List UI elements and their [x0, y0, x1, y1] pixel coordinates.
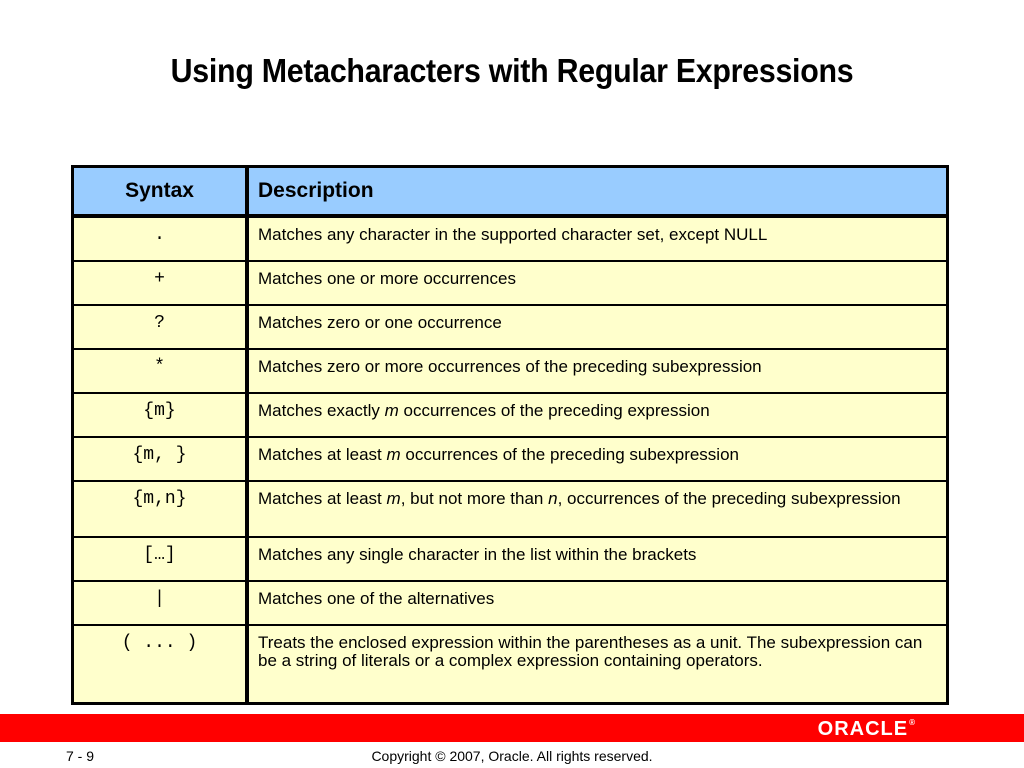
- description-text: Matches zero or one occurrence: [258, 313, 502, 332]
- table-row: [74, 218, 946, 262]
- description-column-header: Description: [249, 168, 946, 218]
- description-text: Matches at least: [258, 489, 387, 508]
- description-cell: [249, 218, 946, 262]
- table-row: [74, 306, 946, 350]
- description-text: , but not more than: [400, 489, 549, 508]
- table-row: [74, 350, 946, 394]
- syntax-column-header: Syntax: [74, 168, 249, 218]
- table-row: [74, 582, 946, 626]
- oracle-logo: ORACLE®: [817, 718, 916, 740]
- syntax-cell: ( ... ): [74, 626, 249, 702]
- description-cell: [249, 482, 946, 538]
- description-variable: n: [548, 489, 558, 508]
- description-text: occurrences of the preceding subexpression: [400, 445, 739, 464]
- syntax-cell: +: [74, 262, 249, 306]
- description-cell: [249, 394, 946, 438]
- metacharacter-table: [71, 165, 949, 705]
- table-row: [74, 626, 946, 702]
- description-text: Matches any single character in the list within the brackets: [258, 545, 697, 564]
- syntax-cell: […]: [74, 538, 249, 582]
- description-variable: m: [386, 445, 401, 464]
- description-text: Matches zero or more occurrences of the preceding subexpression: [258, 357, 762, 376]
- description-text: Treats the enclosed expression within the parentheses as a unit. The subexpression can be a string of literals or a complex expression containing operators.: [258, 633, 923, 670]
- description-text: Matches exactly: [258, 401, 385, 420]
- syntax-cell: ?: [74, 306, 249, 350]
- description-text: , occurrences of the preceding subexpression: [557, 489, 901, 508]
- table-row: [74, 438, 946, 482]
- description-text: occurrences of the preceding expression: [398, 401, 710, 420]
- description-cell: [249, 306, 946, 350]
- description-text: Matches any character in the supported character set, except NULL: [258, 225, 768, 244]
- syntax-cell: .: [74, 218, 249, 262]
- description-cell: [249, 626, 946, 702]
- description-cell: [249, 538, 946, 582]
- description-cell: [249, 582, 946, 626]
- description-cell: [249, 262, 946, 306]
- syntax-cell: {m, }: [74, 438, 249, 482]
- slide-title: Using Metacharacters with Regular Expressions: [170, 52, 854, 89]
- syntax-cell: *: [74, 350, 249, 394]
- description-text: Matches one or more occurrences: [258, 269, 516, 288]
- syntax-cell: {m}: [74, 394, 249, 438]
- description-variable: m: [386, 489, 401, 508]
- description-text: Matches one of the alternatives: [258, 589, 495, 608]
- table-row: [74, 538, 946, 582]
- table-row: [74, 394, 946, 438]
- table-row: [74, 262, 946, 306]
- syntax-cell: {m,n}: [74, 482, 249, 538]
- description-text: Matches at least: [258, 445, 387, 464]
- syntax-cell: |: [74, 582, 249, 626]
- table-row: [74, 482, 946, 538]
- description-cell: [249, 350, 946, 394]
- description-cell: [249, 438, 946, 482]
- description-variable: m: [384, 401, 399, 420]
- table-header-row: [74, 168, 946, 218]
- copyright-notice: Copyright © 2007, Oracle. All rights reserved.: [371, 748, 653, 764]
- page-number: 7 - 9: [66, 748, 95, 764]
